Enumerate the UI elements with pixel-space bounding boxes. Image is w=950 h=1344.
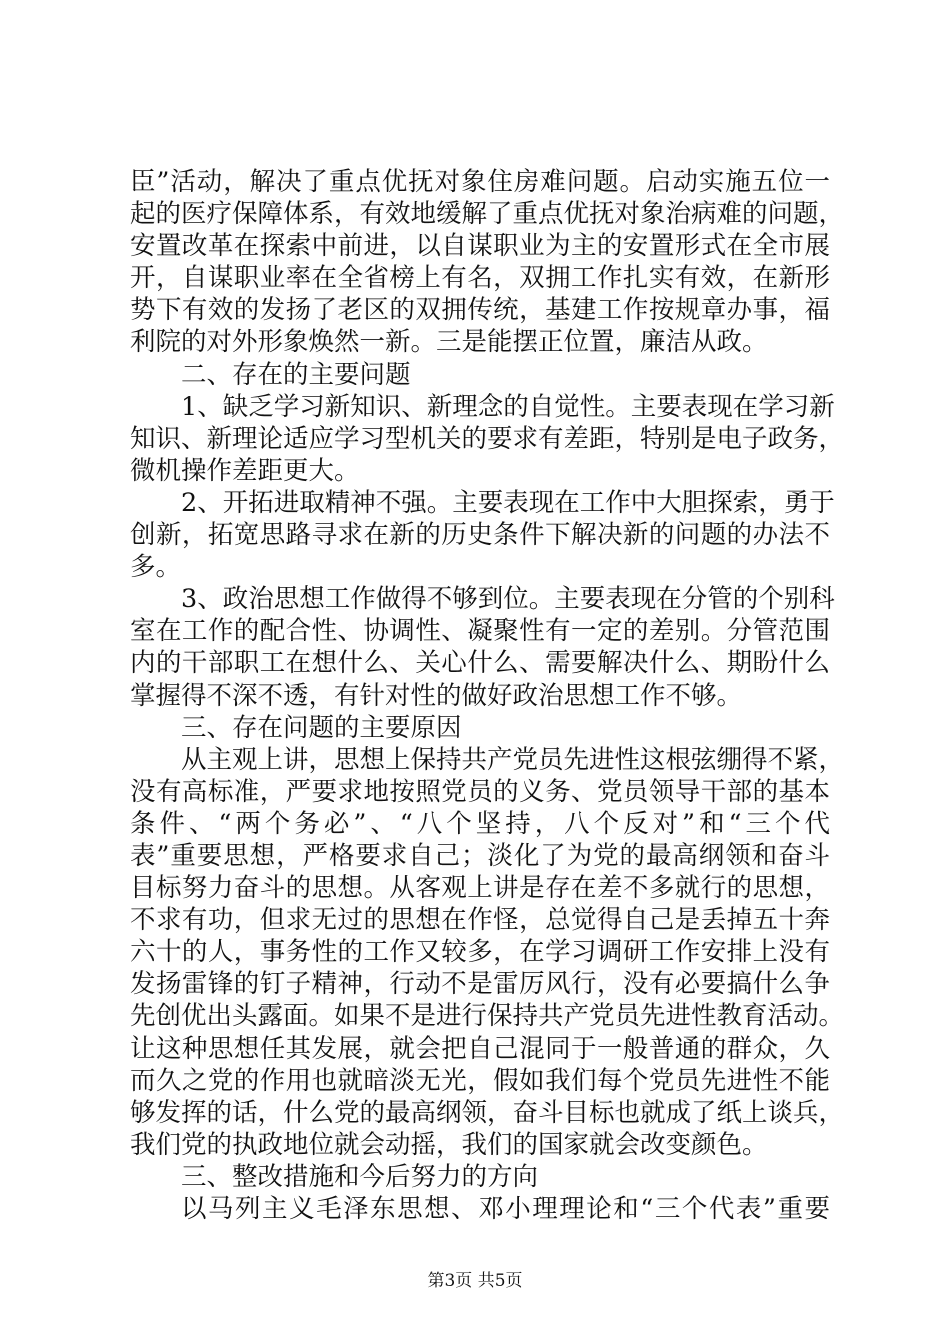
text-line: 1、缺乏学习新知识、新理念的自觉性。主要表现在学习新	[181, 391, 835, 422]
text-line: 微机操作差距更大。	[130, 455, 360, 486]
text-line: 从主观上讲，思想上保持共产党员先进性这根弦绷得不紧，	[181, 744, 845, 775]
text-line: 起的医疗保障体系，有效地缓解了重点优抚对象治病难的问题，	[130, 199, 845, 230]
text-line: 创新，拓宽思路寻求在新的历史条件下解决新的问题的办法不	[130, 520, 830, 551]
text-line: 不求有功，但求无过的思想在作怪，总觉得自己是丢掉五十奔	[130, 905, 830, 936]
text-line: 三、整改措施和今后努力的方向	[181, 1161, 539, 1192]
text-line: 先创优出头露面。如果不是进行保持共产党员先进性教育活动。	[130, 1001, 845, 1032]
text-line: 掌握得不深不透，有针对性的做好政治思想工作不够。	[130, 680, 743, 711]
text-line: 以马列主义毛泽东思想、邓小理理论和“三个代表”重要	[181, 1194, 830, 1224]
text-line: 利院的对外形象焕然一新。三是能摆正位置，廉洁从政。	[130, 327, 768, 358]
text-line: 让这种思想任其发展，就会把自己混同于一般普通的群众，久	[130, 1033, 830, 1064]
text-line: 室在工作的配合性、协调性、凝聚性有一定的差别。分管范围	[130, 616, 830, 647]
text-line: 3、政治思想工作做得不够到位。主要表现在分管的个别科	[181, 584, 835, 615]
document-body	[130, 166, 845, 1225]
text-line: 臣”活动，解决了重点优抚对象住房难问题。启动实施五位一	[130, 167, 830, 197]
text-line: 二、存在的主要问题	[181, 359, 411, 390]
text-line: 内的干部职工在想什么、关心什么、需要解决什么、期盼什么	[130, 648, 830, 679]
text-line: 势下有效的发扬了老区的双拥传统，基建工作按规章办事，福	[130, 295, 830, 326]
text-line: 2、开拓进取精神不强。主要表现在工作中大胆探索，勇于	[181, 487, 835, 518]
text-line: 六十的人，事务性的工作又较多，在学习调研工作安排上没有	[130, 937, 830, 968]
text-line: 我们党的执政地位就会动摇，我们的国家就会改变颜色。	[130, 1129, 768, 1160]
text-line: 知识、新理论适应学习型机关的要求有差距，特别是电子政务，	[130, 423, 845, 454]
text-line: 而久之党的作用也就暗淡无光，假如我们每个党员先进性不能	[130, 1065, 830, 1096]
text-line: 够发挥的话，什么党的最高纲领，奋斗目标也就成了纸上谈兵，	[130, 1097, 845, 1128]
text-line: 多。	[130, 552, 182, 583]
text-line: 三、存在问题的主要原因	[181, 712, 462, 743]
text-line: 安置改革在探索中前进，以自谋职业为主的安置形式在全市展	[130, 231, 830, 262]
text-line: 没有高标准，严要求地按照党员的义务、党员领导干部的基本	[130, 776, 830, 807]
text-line: 发扬雷锋的钉子精神，行动不是雷厉风行，没有必要搞什么争	[130, 969, 830, 1000]
text-line: 目标努力奋斗的思想。从客观上讲是存在差不多就行的思想，	[130, 873, 830, 904]
page-footer: 第3页 共5页	[427, 1271, 523, 1291]
text-line: 条件、“两个务必”、“八个坚持，八个反对”和“三个代	[130, 808, 830, 839]
text-line: 表”重要思想，严格要求自己；淡化了为党的最高纲领和奋斗	[130, 840, 830, 871]
text-line: 开，自谋职业率在全省榜上有名，双拥工作扎实有效，在新形	[130, 263, 830, 294]
